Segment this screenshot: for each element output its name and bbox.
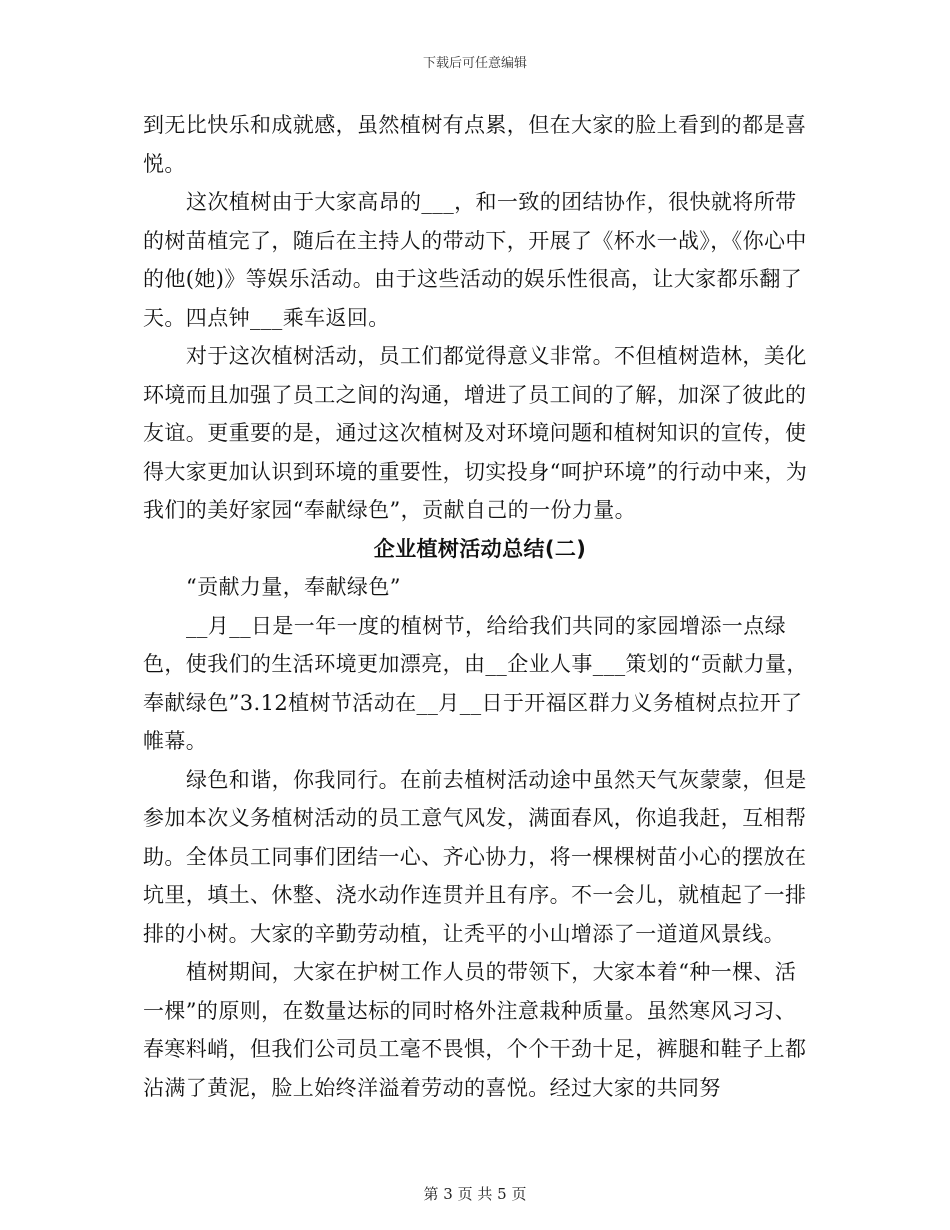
paragraph: 到无比快乐和成就感，虽然植树有点累，但在大家的脸上看到的都是喜悦。 — [143, 113, 807, 176]
section-title: 企业植树活动总结(二) — [373, 536, 587, 561]
paragraph: 植树期间，大家在护树工作人员的带领下，大家本着“种一棵、活一棵”的原则，在数量达标的同时格外注意栽种质量。虽然寒风习习、春寒料峭，但我们公司员工毫不畏惧，个个干劲十足，裤腿和鞋子上都沾满了黄泥，脸上始终洋溢着劳动的喜悦。经过大家的共同努 — [143, 960, 807, 1100]
paragraph: “贡献力量，奉献绿色” — [186, 575, 401, 599]
paragraph: __月__日是一年一度的植树节，给给我们共同的家园增添一点绿色，使我们的生活环境更加漂亮，由__企业人事___策划的“贡献力量，奉献绿色”3.12植树节活动在__月__日于开福区群力义务植树点拉开了帷幕。 — [143, 613, 808, 753]
paragraph: 对于这次植树活动，员工们都觉得意义非常。不但植树造林，美化环境而且加强了员工之间的沟通，增进了员工间的了解，加深了彼此的友谊。更重要的是，通过这次植树及对环境问题和植树知识的宣传，使得大家更加认识到环境的重要性，切实投身“呵护环境”的行动中来，为我们的美好家园“奉献绿色”，贡献自己的一份力量。 — [143, 344, 808, 522]
page-footer: 第 3 页 共 5 页 — [423, 1185, 527, 1203]
paragraph: 绿色和谐，你我同行。在前去植树活动途中虽然天气灰蒙蒙，但是参加本次义务植树活动的员工意气风发，满面春风，你追我赶，互相帮助。全体员工同事们团结一心、齐心协力，将一棵棵树苗小心的摆放在坑里，填土、休整、浇水动作连贯并且有序。不一会儿，就植起了一排排的小树。大家的辛勤劳动植，让秃平的小山增添了一道道风景线。 — [143, 767, 807, 946]
page-header: 下载后可任意编辑 — [422, 56, 527, 71]
document-body — [143, 106, 817, 1107]
paragraph: 这次植树由于大家高昂的___，和一致的团结协作，很快就将所带的树苗植完了，随后在主持人的带动下，开展了《杯水一战》，《你心中的他(她)》等娱乐活动。由于这些活动的娱乐性很高，让大家都乐翻了天。四点钟___乘车返回。 — [143, 190, 807, 330]
